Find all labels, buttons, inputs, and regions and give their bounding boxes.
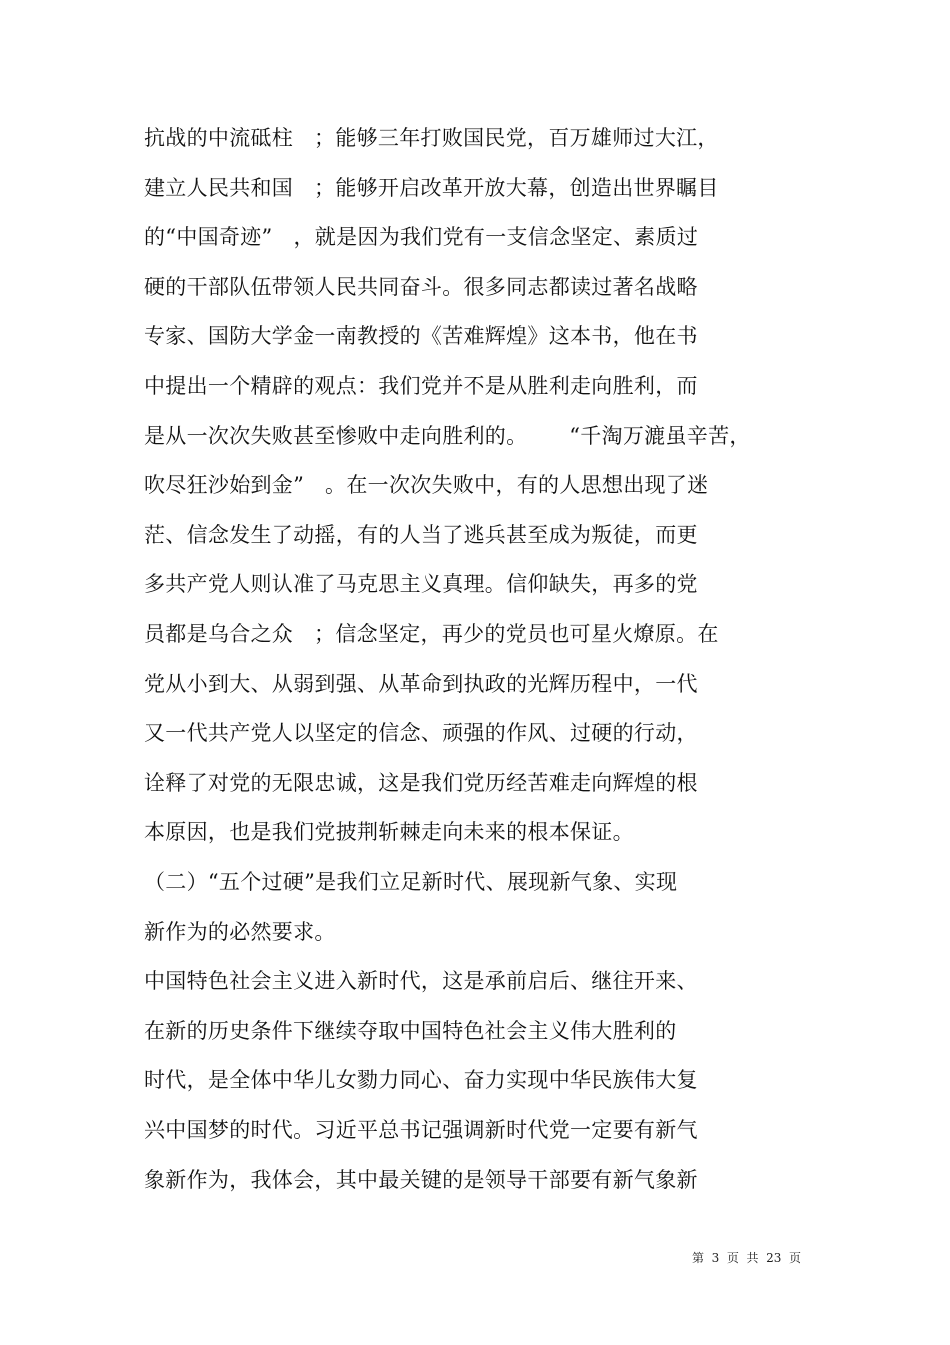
page-number: 第 3 页 共 23 页 — [692, 1251, 802, 1265]
text-line: 又一代共产党人以坚定的信念、顽强的作风、过硬的行动， — [144, 721, 698, 745]
text-line: 诠释了对党的无限忠诚，这是我们党历经苦难走向辉煌的根 — [144, 771, 698, 795]
text-line: 时代，是全体中华儿女勠力同心、奋力实现中华民族伟大复 — [144, 1068, 698, 1092]
text-line: 兴中国梦的时代。习近平总书记强调新时代党一定要有新气 — [144, 1118, 698, 1142]
text-line: 是从一次次失败甚至惨败中走向胜利的。 “千淘万漉虽辛苦， — [144, 424, 751, 448]
text-line: 多共产党人则认准了马克思主义真理。信仰缺失，再多的党 — [144, 572, 698, 596]
text-line: 象新作为，我体会，其中最关键的是领导干部要有新气象新 — [144, 1168, 698, 1192]
text-line: 硬的干部队伍带领人民共同奋斗。很多同志都读过著名战略 — [144, 275, 698, 299]
text-line: 吹尽狂沙始到金” 。在一次次失败中，有的人思想出现了迷 — [144, 473, 709, 497]
text-line: 员都是乌合之众 ；信念坚定，再少的党员也可星火燎原。在 — [144, 622, 719, 646]
text-line: 党从小到大、从弱到强、从革命到执政的光辉历程中，一代 — [144, 672, 698, 696]
text-line: （二）“五个过硬”是我们立足新时代、展现新气象、实现 — [144, 870, 678, 894]
text-line: 茫、信念发生了动摇，有的人当了逃兵甚至成为叛徒，而更 — [144, 523, 698, 547]
text-line: 建立人民共和国 ；能够开启改革开放大幕，创造出世界瞩目 — [144, 176, 719, 200]
text-line: 中国特色社会主义进入新时代，这是承前启后、继往开来、 — [144, 969, 698, 993]
text-line: 的“中国奇迹” ，就是因为我们党有一支信念坚定、素质过 — [144, 225, 699, 249]
text-line: 本原因，也是我们党披荆斩棘走向未来的根本保证。 — [144, 820, 634, 844]
text-line: 在新的历史条件下继续夺取中国特色社会主义伟大胜利的 — [144, 1019, 677, 1043]
text-line: 新作为的必然要求。 — [144, 920, 336, 944]
text-line: 专家、国防大学金一南教授的《苦难辉煌》这本书，他在书 — [144, 324, 698, 348]
text-line: 中提出一个精辟的观点：我们党并不是从胜利走向胜利，而 — [144, 374, 698, 398]
text-line: 抗战的中流砥柱 ；能够三年打败国民党，百万雄师过大江， — [144, 126, 719, 150]
